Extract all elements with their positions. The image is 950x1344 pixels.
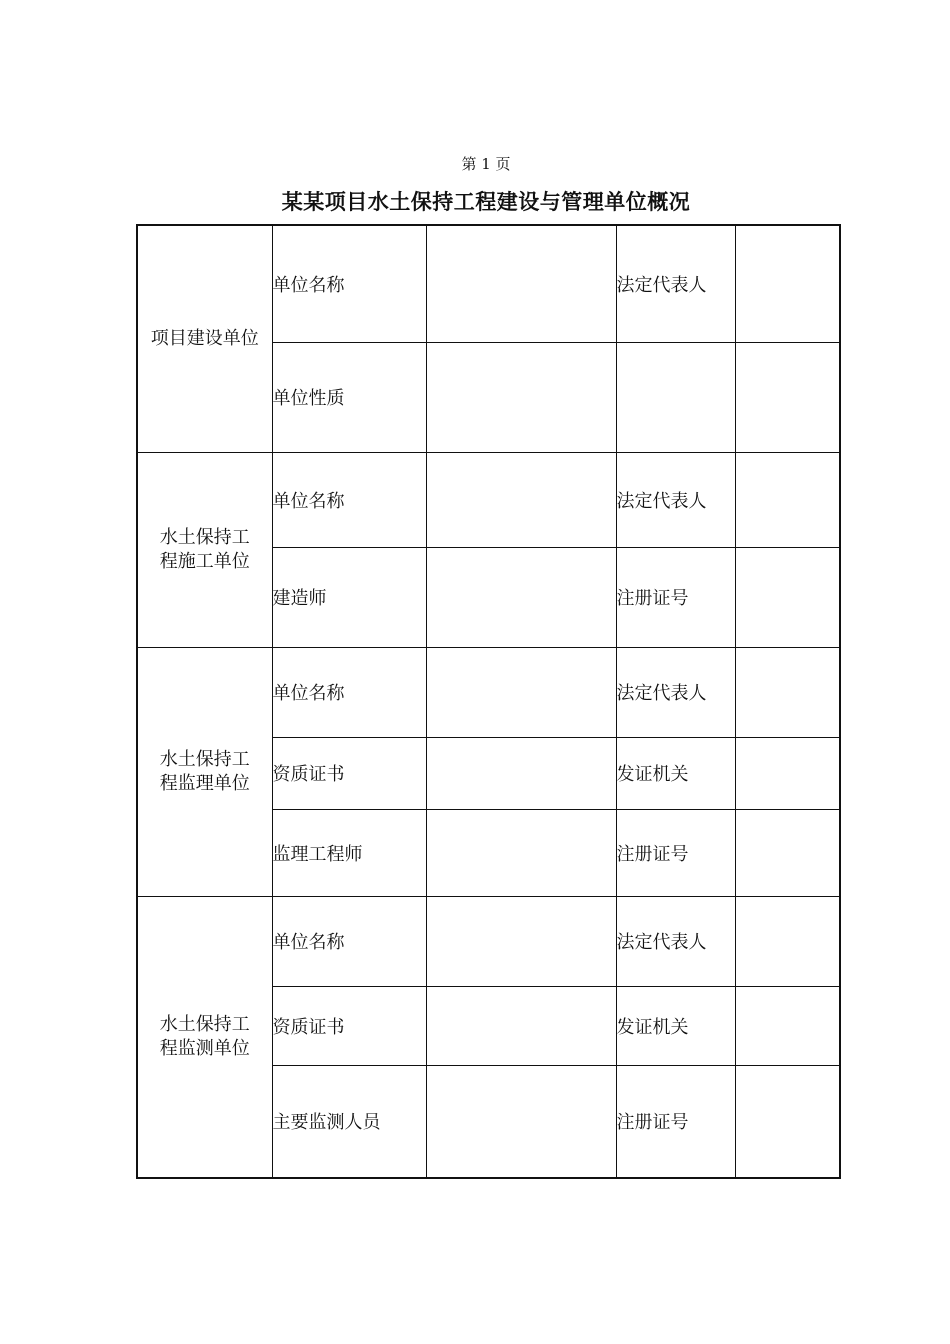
field-value[interactable] (735, 737, 840, 809)
field-value[interactable] (735, 452, 840, 547)
table-row (137, 896, 840, 986)
field-value[interactable] (735, 809, 840, 896)
table-row (137, 647, 840, 737)
field-label: 法定代表人 (616, 647, 735, 737)
field-label: 注册证号 (616, 547, 735, 647)
field-value[interactable] (426, 986, 616, 1065)
field-value[interactable] (426, 737, 616, 809)
group-label-text: 水土保持工程监测单位 (159, 1013, 250, 1059)
unit-info-table (136, 224, 841, 1179)
field-label: 法定代表人 (616, 225, 735, 342)
group-label-text: 水土保持工程施工单位 (159, 526, 250, 572)
field-value[interactable] (735, 1065, 840, 1178)
page-number: 第 1 页 (461, 155, 511, 173)
field-value[interactable] (735, 647, 840, 737)
field-label: 监理工程师 (272, 809, 426, 896)
group-label-construction-owner: 项目建设单位 (137, 225, 272, 452)
group-label-supervision-unit (137, 647, 272, 896)
field-label: 法定代表人 (616, 452, 735, 547)
field-label: 单位名称 (272, 647, 426, 737)
field-value[interactable] (426, 225, 616, 342)
field-label: 资质证书 (272, 737, 426, 809)
field-value[interactable] (735, 896, 840, 986)
field-value[interactable] (426, 647, 616, 737)
group-label-construction-unit (137, 452, 272, 647)
field-value[interactable] (426, 342, 616, 452)
field-label: 单位名称 (272, 225, 426, 342)
field-label: 发证机关 (616, 986, 735, 1065)
table-row (137, 225, 840, 342)
field-value[interactable] (426, 1065, 616, 1178)
field-label: 单位名称 (272, 452, 426, 547)
field-value[interactable] (426, 547, 616, 647)
field-label: 建造师 (272, 547, 426, 647)
document-title: 某某项目水土保持工程建设与管理单位概况 (281, 189, 691, 214)
field-value[interactable] (735, 225, 840, 342)
field-label (616, 342, 735, 452)
field-label: 注册证号 (616, 1065, 735, 1178)
field-label: 注册证号 (616, 809, 735, 896)
table-row (137, 452, 840, 547)
field-value[interactable] (735, 986, 840, 1065)
field-value[interactable] (426, 896, 616, 986)
field-label: 法定代表人 (616, 896, 735, 986)
group-label-monitoring-unit (137, 896, 272, 1178)
field-label: 资质证书 (272, 986, 426, 1065)
field-label: 单位性质 (272, 342, 426, 452)
field-label: 单位名称 (272, 896, 426, 986)
field-label: 主要监测人员 (272, 1065, 426, 1178)
field-label: 发证机关 (616, 737, 735, 809)
field-value[interactable] (735, 547, 840, 647)
field-value[interactable] (426, 452, 616, 547)
field-value[interactable] (735, 342, 840, 452)
group-label-text: 水土保持工程监理单位 (159, 748, 250, 794)
field-value[interactable] (426, 809, 616, 896)
